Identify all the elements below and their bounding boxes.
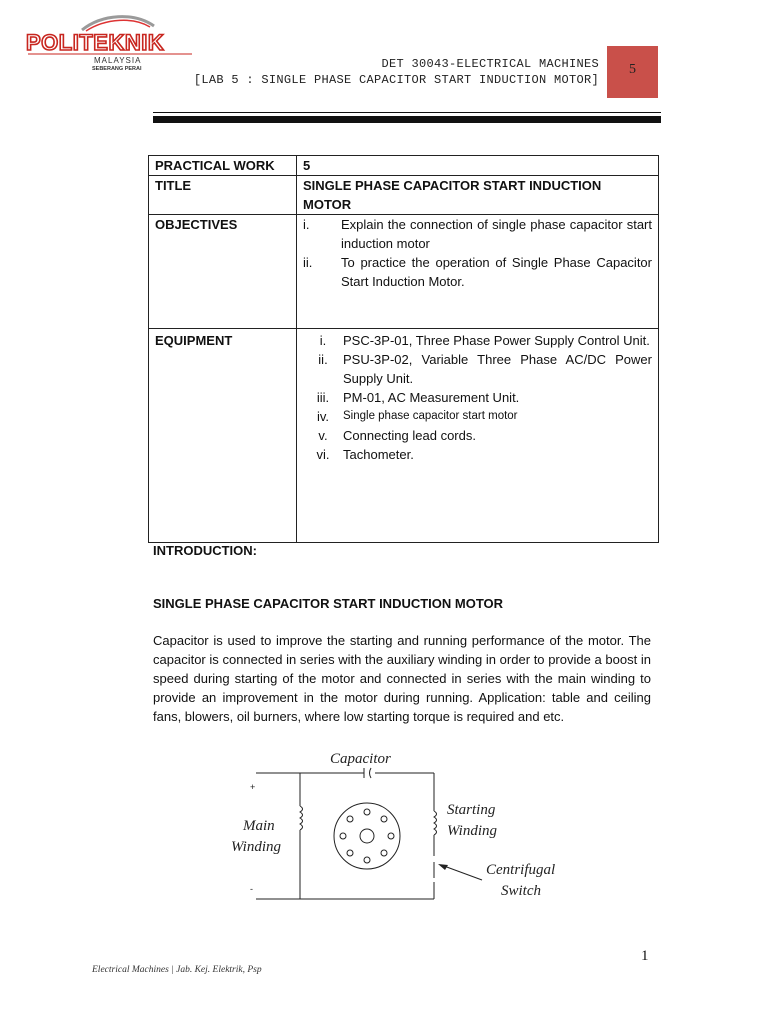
starting-winding-coil — [434, 811, 437, 835]
list-item — [303, 215, 652, 253]
practical-value: 5 — [297, 156, 659, 176]
item-number: iii. — [316, 390, 330, 405]
rotor-slots — [340, 809, 394, 863]
item-number: i. — [319, 333, 327, 348]
main-label: Winding — [231, 839, 282, 855]
objectives-list — [303, 215, 652, 291]
list-item — [303, 426, 652, 445]
list-item — [303, 253, 652, 291]
item-number: i. — [303, 217, 310, 232]
item-number: iv. — [316, 409, 330, 424]
practical-info-table — [148, 155, 659, 543]
starting-label: Winding — [447, 823, 498, 839]
lab-title: [LAB 5 : SINGLE PHASE CAPACITOR START INDUCTION MOTOR] — [193, 73, 599, 87]
plus-terminal: + — [250, 782, 256, 792]
table-row — [149, 156, 659, 176]
main-label: Main — [243, 818, 275, 834]
table-row — [149, 215, 659, 329]
item-text: Single phase capacitor start motor — [343, 410, 518, 422]
item-number: v. — [318, 428, 328, 443]
item-text: PSU-3P-02, Variable Three Phase AC/DC Power Supply Unit. — [343, 352, 652, 386]
header-page-box: 5 — [607, 46, 658, 98]
intro-paragraph: Capacitor is used to improve the starting and running performance of the motor. The capacitor is connected in series with the auxiliary winding in order to provide a boost in speed during starting of the motor and connected in series with the main winding to provide an improvement in the motor during running. Application: table and ceiling fans, blowers, oil burners, where low starting torque is required and etc. — [153, 633, 651, 724]
list-item — [303, 388, 652, 407]
item-number: ii. — [318, 352, 328, 367]
page-number: 1 — [641, 948, 649, 964]
arrow-head — [438, 864, 448, 870]
list-item — [303, 331, 652, 350]
logo-name: POLITEKNIK — [26, 30, 165, 55]
equipment-cell — [297, 329, 659, 543]
item-number: vi. — [316, 447, 330, 462]
main-winding-coil — [300, 806, 303, 830]
capacitor-label: Capacitor — [330, 751, 391, 767]
item-number: ii. — [303, 255, 313, 270]
switch-arrow — [444, 866, 482, 880]
table-row — [149, 176, 659, 215]
title-label: TITLE — [149, 176, 297, 215]
header-rule-thick — [153, 116, 661, 123]
practical-label: PRACTICAL WORK — [149, 156, 297, 176]
list-item — [303, 350, 652, 388]
equipment-list — [303, 331, 652, 464]
introduction-heading: INTRODUCTION: — [153, 543, 257, 558]
item-text: Tachometer. — [343, 447, 414, 462]
header-rule-thin — [153, 112, 661, 113]
politeknik-logo — [24, 12, 200, 74]
objectives-cell — [297, 215, 659, 329]
course-title: DET 30043-ELECTRICAL MACHINES — [381, 57, 599, 71]
switch-label: Switch — [501, 883, 541, 899]
item-text: PM-01, AC Measurement Unit. — [343, 390, 520, 405]
equipment-label: EQUIPMENT — [149, 329, 297, 543]
rotor-outer — [334, 803, 400, 869]
rotor-shaft — [360, 829, 374, 843]
page-footer: Electrical Machines | Jab. Kej. Elektrik, Psp — [92, 965, 262, 975]
capacitor-start-motor-circuit-diagram — [220, 746, 580, 916]
section-heading: SINGLE PHASE CAPACITOR START INDUCTION MOTOR — [153, 596, 504, 611]
title-value: SINGLE PHASE CAPACITOR START INDUCTION MOTOR — [297, 176, 659, 215]
logo-country: MALAYSIA — [94, 56, 142, 65]
table-row — [149, 329, 659, 543]
switch-label: Centrifugal — [486, 862, 556, 878]
capacitor-plate — [370, 768, 372, 778]
list-item — [303, 407, 652, 426]
logo-campus: SEBERANG PERAI — [92, 66, 142, 72]
item-text: PSC-3P-01, Three Phase Power Supply Control Unit. — [343, 333, 650, 348]
running-header — [194, 56, 599, 88]
item-text: Connecting lead cords. — [343, 428, 476, 443]
starting-label: Starting — [447, 802, 496, 818]
minus-terminal: - — [250, 884, 253, 894]
item-text: To practice the operation of Single Phase Capacitor Start Induction Motor. — [341, 255, 652, 289]
item-text: Explain the connection of single phase capacitor start induction motor — [341, 217, 652, 251]
objectives-label: OBJECTIVES — [149, 215, 297, 329]
list-item — [303, 445, 652, 464]
